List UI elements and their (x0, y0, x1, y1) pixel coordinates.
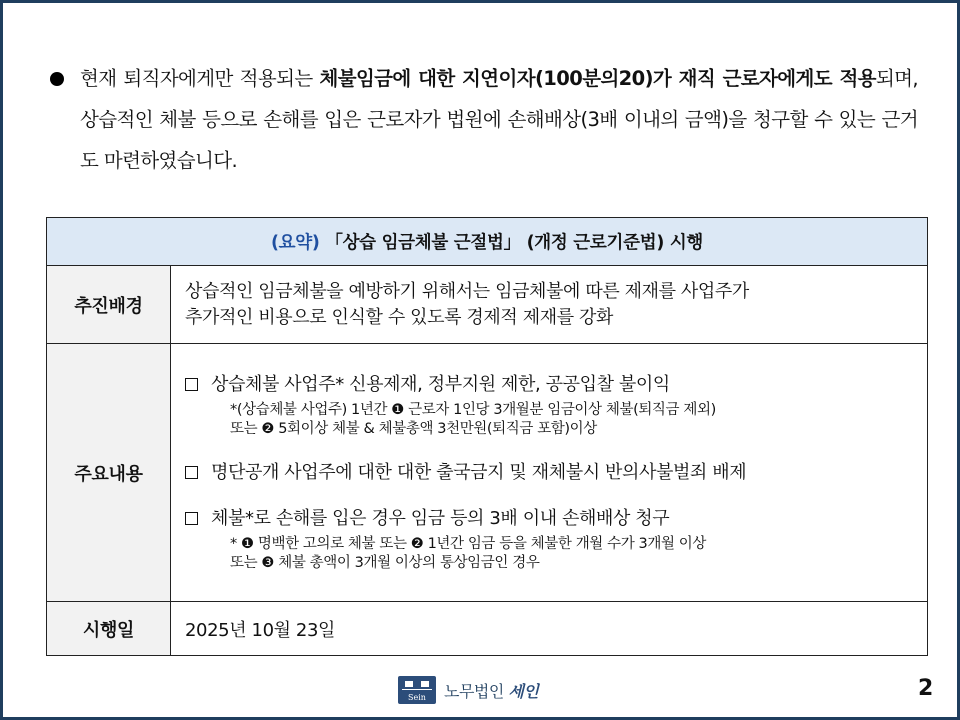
background-text-line-1: 상습적인 임금체불을 예방하기 위해서는 임금체불에 따른 제재를 사업주가 (185, 280, 749, 302)
main-item-2-text: 명단공개 사업주에 대한 대한 출국금지 및 재체불시 반의사불벌죄 배제 (211, 461, 747, 483)
intro-text-1: 현재 퇴직자에게만 적용되는 (80, 67, 320, 90)
intro-bold-text: 체불임금에 대한 지연이자(100분의20)가 재직 근로자에게도 적용 (319, 67, 876, 90)
effective-date-label: 시행일 (47, 602, 171, 656)
main-item-1-note-1: *(상습체불 사업주) 1년간 ❶ 근로자 1인당 3개월분 임금이상 체불(퇴직금 제외) (230, 401, 716, 418)
background-label: 추진배경 (47, 266, 171, 344)
bullet-icon (50, 72, 64, 86)
main-item-3-note-2: 또는 ❸ 체불 총액이 3개월 이상의 통상임금인 경우 (230, 554, 540, 571)
main-item-2 (185, 461, 913, 485)
summary-table (46, 217, 928, 656)
intro-text-2: 되며, 상습적인 체불 등으로 손해를 입은 근로자가 법원에 손해배상(3배 이내의 금액)을 청구할 수 있는 근거도 마련하였습니다. (80, 67, 919, 172)
main-content-label: 주요내용 (47, 344, 171, 602)
main-item-1-text: 상습체불 사업주* 신용제재, 정부지원 제한, 공공입찰 불이익 (211, 373, 670, 395)
logo-name-bold: 세인 (508, 681, 539, 701)
intro-text (80, 58, 918, 181)
main-item-3-text: 체불*로 손해를 입은 경우 임금 등의 3배 이내 손해배상 청구 (211, 507, 670, 529)
table-title-main: 「상습 임금체불 근절법」 (개정 근로기준법) 시행 (325, 233, 704, 253)
checkbox-square-icon (185, 466, 198, 479)
effective-date-value: 2025년 10월 23일 (171, 602, 928, 656)
checkbox-square-icon (185, 378, 198, 391)
table-title-prefix: (요약) (270, 233, 320, 253)
main-item-3 (185, 507, 913, 531)
page-number: 2 (918, 676, 934, 701)
logo-prefix: 노무법인 (444, 681, 509, 701)
logo-seal-text: Sein (408, 693, 426, 702)
background-content (171, 266, 928, 344)
main-content (171, 344, 928, 602)
main-item-1 (185, 373, 913, 397)
logo-name (444, 679, 538, 702)
company-logo (398, 676, 538, 704)
main-item-3-note-1: * ❶ 명백한 고의로 체불 또는 ❷ 1년간 임금 등을 체불한 개월 수가 3개월 이상 (230, 535, 707, 552)
table-title (47, 218, 928, 266)
main-item-1-note-2: 또는 ❷ 5회이상 체불 & 체불총액 3천만원(퇴직금 포함)이상 (230, 420, 597, 437)
intro-paragraph (50, 58, 918, 181)
background-text-line-2: 추가적인 비용으로 인식할 수 있도록 경제적 제재를 강화 (185, 306, 613, 328)
logo-seal-icon (398, 676, 436, 704)
checkbox-square-icon (185, 512, 198, 525)
